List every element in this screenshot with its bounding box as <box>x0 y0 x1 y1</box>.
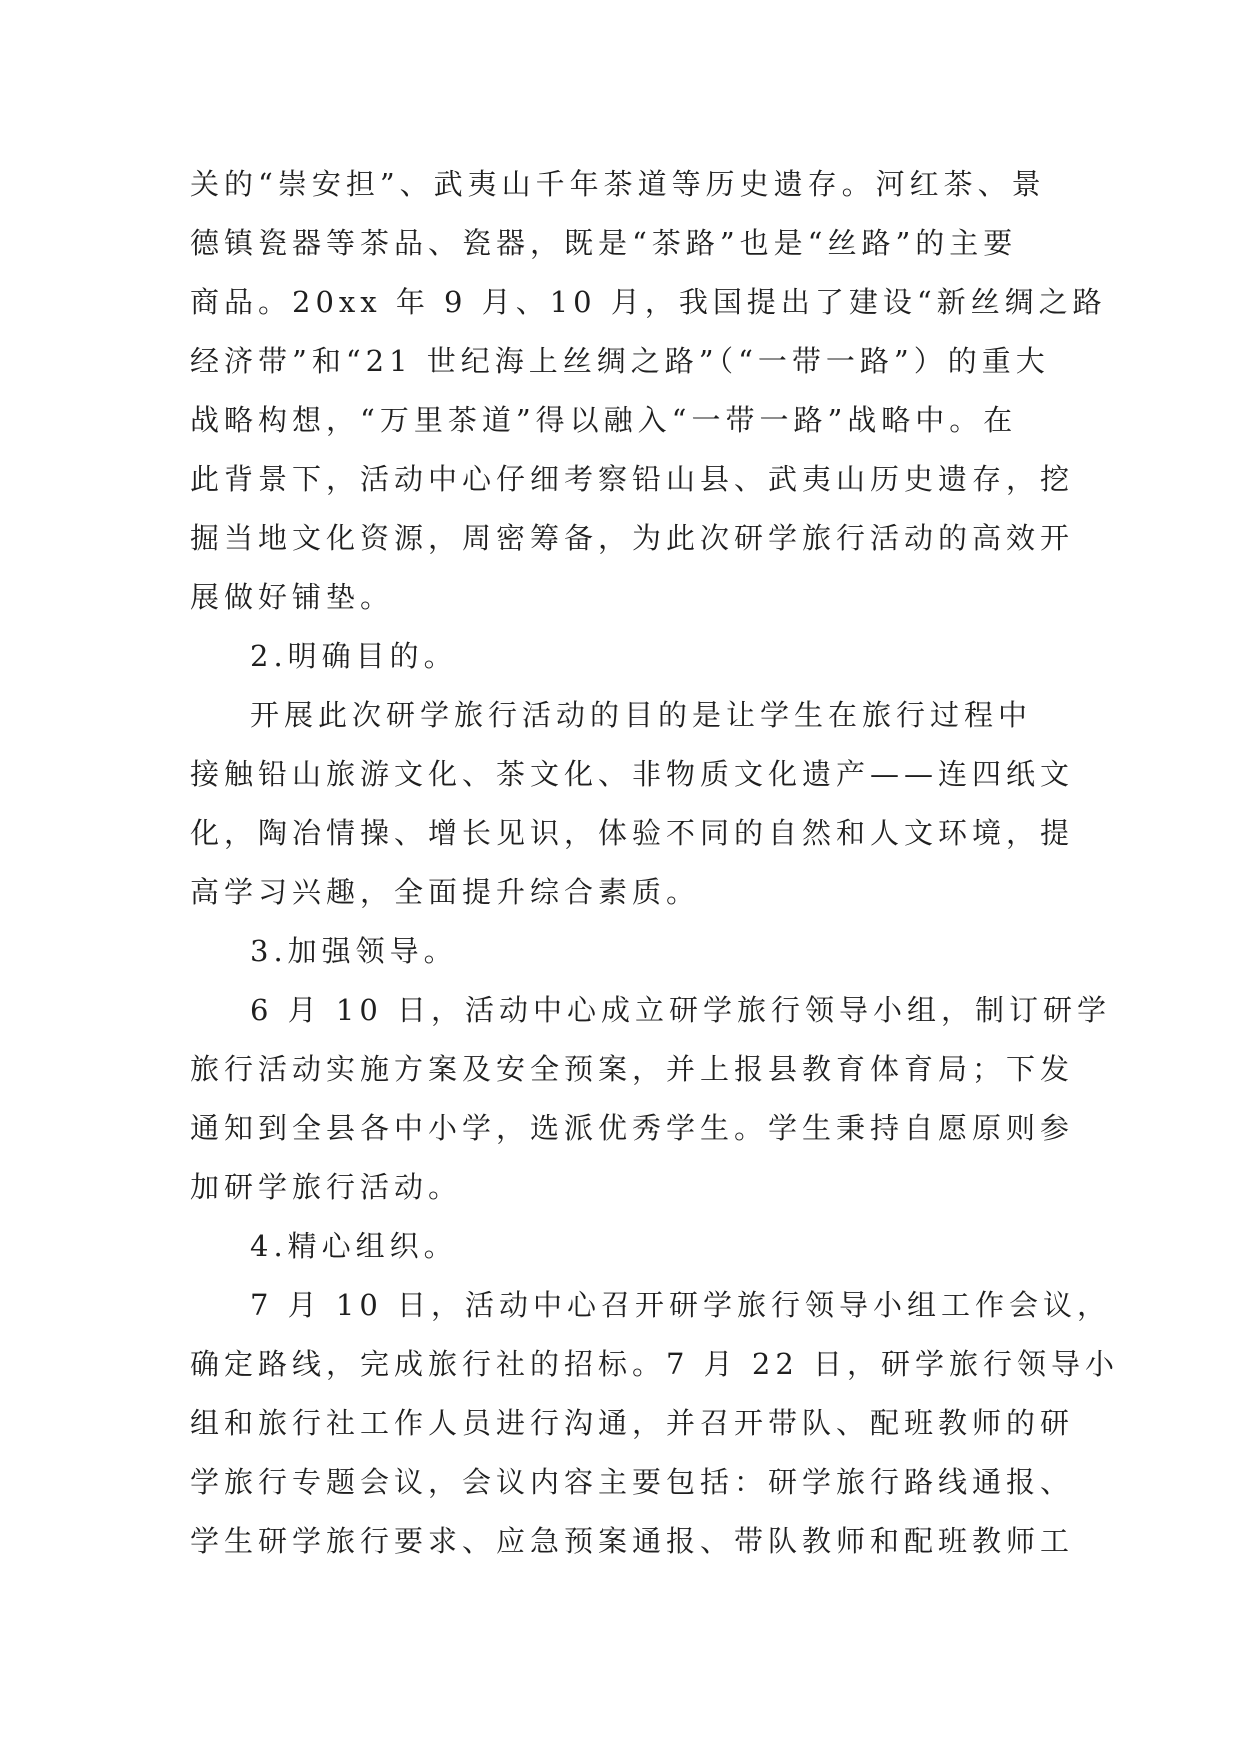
section-heading-4: 4.精心组织。 <box>250 1229 458 1263</box>
document-body <box>190 155 1120 1571</box>
text-line: 经济带”和“21 世纪海上丝绸之路”（“一带一路”）的重大 <box>190 344 1050 378</box>
text-line: 加研学旅行活动。 <box>190 1170 463 1204</box>
text-line: 关的“崇安担”、武夷山千年茶道等历史遗存。河红茶、景 <box>190 167 1046 201</box>
text-line: 商品。20xx 年 9 月、10 月，我国提出了建设“新丝绸之路 <box>190 285 1107 319</box>
text-line: 确定路线，完成旅行社的招标。7 月 22 日，研学旅行领导小 <box>190 1347 1120 1381</box>
text-line: 展做好铺垫。 <box>190 580 395 614</box>
text-line: 接触铅山旅游文化、茶文化、非物质文化遗产——连四纸文 <box>190 757 1075 791</box>
text-line: 高学习兴趣，全面提升综合素质。 <box>190 875 701 909</box>
text-line: 组和旅行社工作人员进行沟通，并召开带队、配班教师的研 <box>190 1406 1075 1440</box>
text-line: 学旅行专题会议，会议内容主要包括：研学旅行路线通报、 <box>190 1465 1075 1499</box>
text-line: 通知到全县各中小学，选派优秀学生。学生秉持自愿原则参 <box>190 1111 1075 1145</box>
text-line: 开展此次研学旅行活动的目的是让学生在旅行过程中 <box>250 698 1033 732</box>
text-line: 此背景下，活动中心仔细考察铅山县、武夷山历史遗存，挖 <box>190 462 1075 496</box>
text-line: 战略构想，“万里茶道”得以融入“一带一路”战略中。在 <box>190 403 1018 437</box>
text-line: 旅行活动实施方案及安全预案，并上报县教育体育局；下发 <box>190 1052 1075 1086</box>
text-line: 学生研学旅行要求、应急预案通报、带队教师和配班教师工 <box>190 1524 1075 1558</box>
text-line: 化，陶冶情操、增长见识，体验不同的自然和人文环境，提 <box>190 816 1075 850</box>
text-line: 德镇瓷器等茶品、瓷器，既是“茶路”也是“丝路”的主要 <box>190 226 1018 260</box>
text-line: 掘当地文化资源，周密筹备，为此次研学旅行活动的高效开 <box>190 521 1075 555</box>
text-line: 7 月 10 日，活动中心召开研学旅行领导小组工作会议， <box>250 1288 1112 1322</box>
text-line: 6 月 10 日，活动中心成立研学旅行领导小组，制订研学 <box>250 993 1112 1027</box>
section-heading-2: 2.明确目的。 <box>250 639 458 673</box>
section-heading-3: 3.加强领导。 <box>250 934 458 968</box>
